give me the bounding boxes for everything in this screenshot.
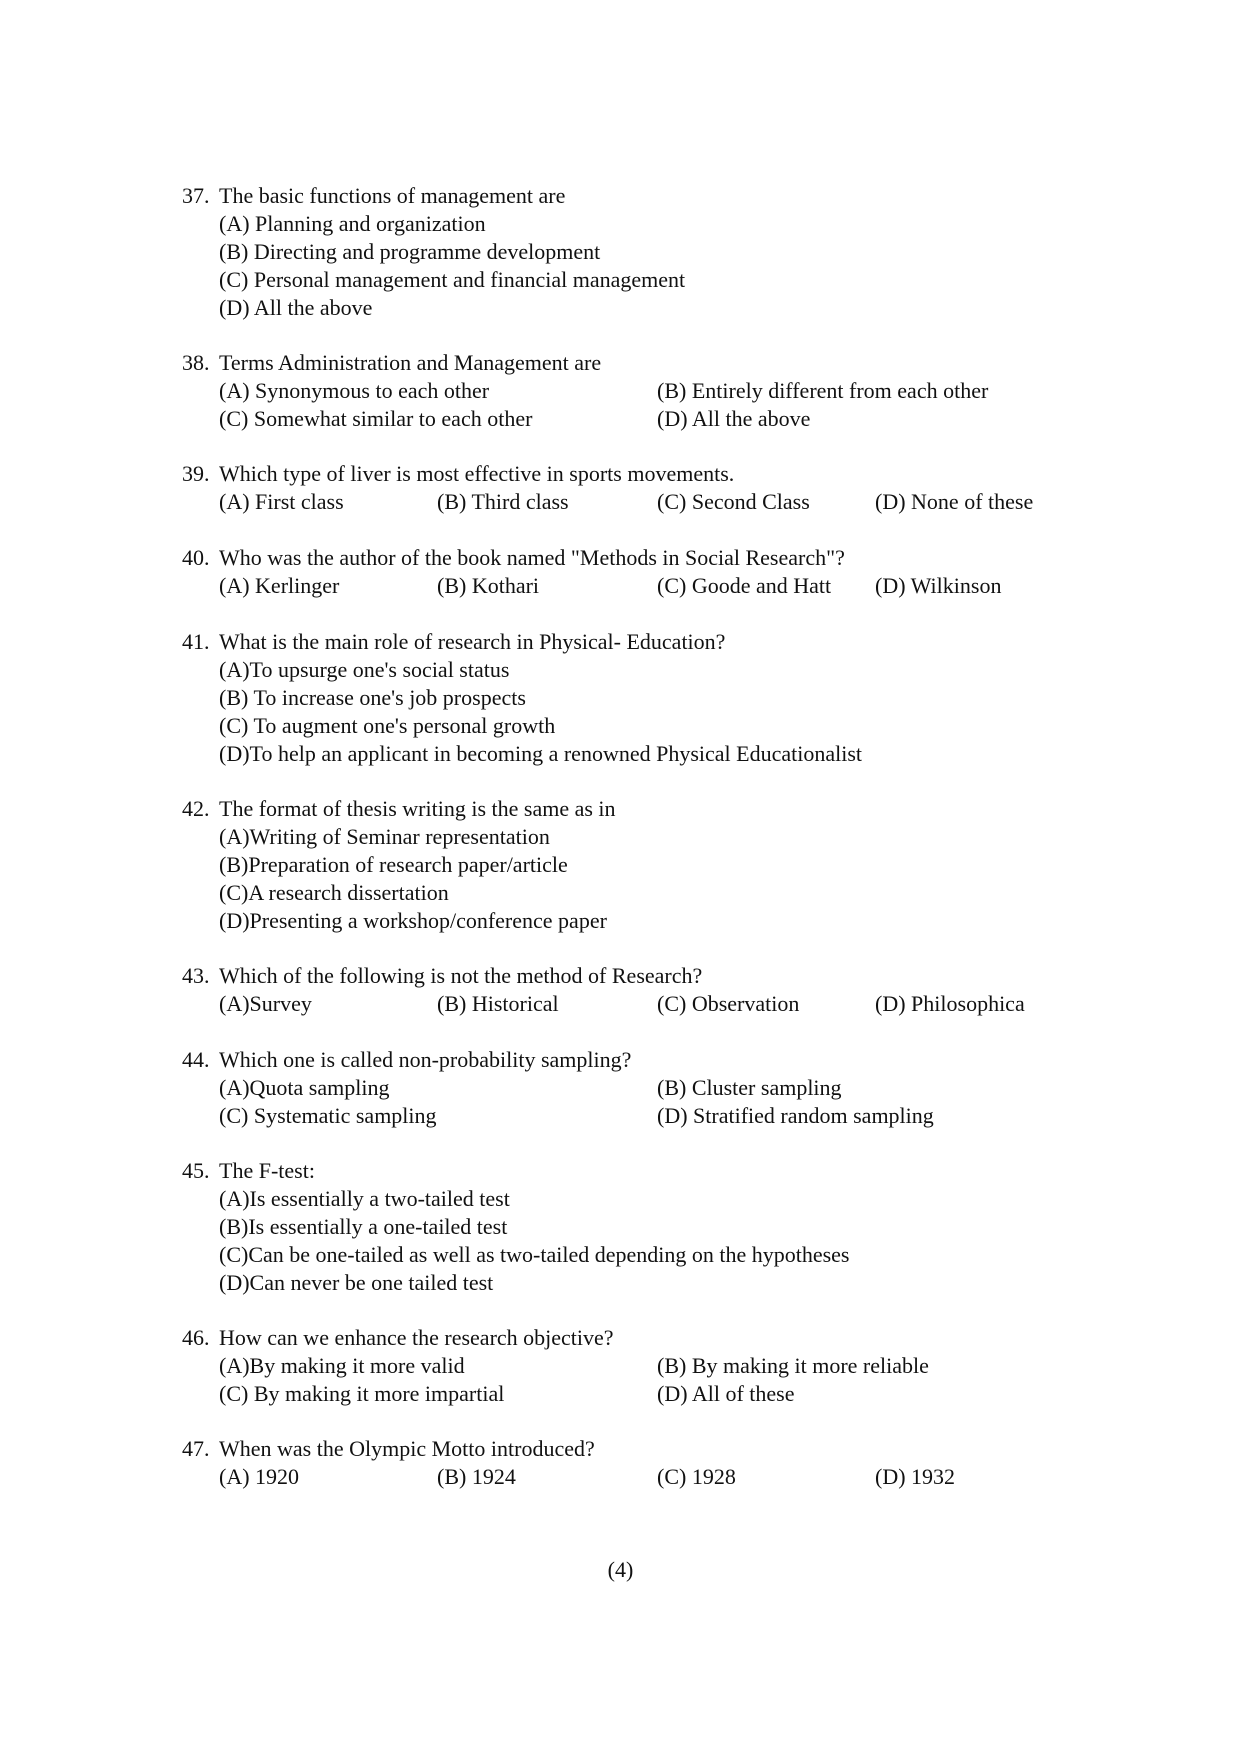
question-number: 47. — [182, 1436, 210, 1461]
option-d: (D) Stratified random sampling — [657, 1103, 934, 1128]
options-list — [219, 572, 1082, 600]
option-a: (A) Kerlinger — [219, 573, 340, 598]
options-list — [219, 377, 1082, 433]
option-d: (D) All the above — [219, 295, 373, 320]
option-b: (B) Kothari — [437, 573, 540, 598]
option-b: (B) Third class — [437, 489, 569, 514]
question-text: Which of the following is not the method of Research? — [219, 963, 703, 988]
option-c: (C)Can be one-tailed as well as two-tailed depending on the hypotheses — [219, 1242, 850, 1267]
question-number: 44. — [182, 1047, 210, 1072]
option-d: (D)Presenting a workshop/conference paper — [219, 908, 607, 933]
option-a: (A) 1920 — [219, 1464, 300, 1489]
option-c: (C) Somewhat similar to each other — [219, 406, 533, 431]
question-37 — [182, 182, 1082, 322]
question-number: 45. — [182, 1158, 210, 1183]
question-text: What is the main role of research in Physical- Education? — [219, 629, 726, 654]
option-b: (B)Preparation of research paper/article — [219, 852, 568, 877]
option-a: (A) First class — [219, 489, 344, 514]
question-stem — [182, 1435, 1082, 1463]
options-list — [219, 1074, 1082, 1130]
question-text: The F-test: — [219, 1158, 315, 1183]
options-list — [219, 1463, 1082, 1491]
option-a: (A)To upsurge one's social status — [219, 657, 510, 682]
option-c: (C) Goode and Hatt — [657, 573, 832, 598]
question-text: The basic functions of management are — [219, 183, 566, 208]
question-stem — [182, 460, 1082, 488]
question-stem — [182, 182, 1082, 210]
option-c: (C) To augment one's personal growth — [219, 713, 556, 738]
question-stem — [182, 349, 1082, 377]
question-46 — [182, 1324, 1082, 1408]
options-list — [219, 823, 1082, 935]
options-list — [219, 210, 1082, 322]
option-b: (B) Historical — [437, 991, 559, 1016]
option-c: (C) 1928 — [657, 1464, 736, 1489]
question-40 — [182, 544, 1082, 600]
question-45 — [182, 1157, 1082, 1297]
question-text: Who was the author of the book named "Methods in Social Research"? — [219, 545, 845, 570]
question-44 — [182, 1046, 1082, 1130]
option-d: (D)Can never be one tailed test — [219, 1270, 494, 1295]
option-a: (A)By making it more valid — [219, 1353, 465, 1378]
question-number: 41. — [182, 629, 210, 654]
option-d: (D) 1932 — [875, 1464, 956, 1489]
question-text: Which type of liver is most effective in sports movements. — [219, 461, 735, 486]
options-list — [219, 488, 1082, 516]
option-d: (D) All the above — [657, 406, 811, 431]
option-a: (A) Planning and organization — [219, 211, 486, 236]
question-42 — [182, 795, 1082, 935]
question-text: How can we enhance the research objective? — [219, 1325, 614, 1350]
question-number: 43. — [182, 963, 210, 988]
question-stem — [182, 544, 1082, 572]
question-text: When was the Olympic Motto introduced? — [219, 1436, 595, 1461]
option-c: (C)A research dissertation — [219, 880, 449, 905]
option-c: (C) By making it more impartial — [219, 1381, 505, 1406]
option-a: (A)Survey — [219, 991, 312, 1016]
options-list — [219, 1352, 1082, 1408]
question-number: 38. — [182, 350, 210, 375]
option-b: (B)Is essentially a one-tailed test — [219, 1214, 508, 1239]
question-47 — [182, 1435, 1082, 1491]
question-43 — [182, 962, 1082, 1018]
question-stem — [182, 795, 1082, 823]
option-d: (D) All of these — [657, 1381, 795, 1406]
question-number: 42. — [182, 796, 210, 821]
question-38 — [182, 349, 1082, 433]
question-stem — [182, 1046, 1082, 1074]
options-list — [219, 990, 1082, 1018]
question-number: 37. — [182, 183, 210, 208]
option-a: (A) Synonymous to each other — [219, 378, 490, 403]
question-text: The format of thesis writing is the same as in — [219, 796, 616, 821]
option-a: (A)Is essentially a two-tailed test — [219, 1186, 510, 1211]
option-c: (C) Observation — [657, 991, 800, 1016]
option-b: (B) By making it more reliable — [657, 1353, 929, 1378]
question-number: 39. — [182, 461, 210, 486]
option-c: (C) Personal management and financial management — [219, 267, 686, 292]
question-text: Which one is called non-probability sampling? — [219, 1047, 632, 1072]
option-a: (A)Writing of Seminar representation — [219, 824, 550, 849]
option-b: (B) 1924 — [437, 1464, 516, 1489]
options-list — [219, 1185, 1082, 1297]
option-d: (D) Philosophica — [875, 991, 1025, 1016]
question-stem — [182, 1157, 1082, 1185]
option-a: (A)Quota sampling — [219, 1075, 390, 1100]
question-text: Terms Administration and Management are — [219, 350, 602, 375]
question-39 — [182, 460, 1082, 516]
option-b: (B) Entirely different from each other — [657, 378, 989, 403]
page-number: (4) — [607, 1557, 634, 1582]
question-stem — [182, 628, 1082, 656]
option-d: (D)To help an applicant in becoming a renowned Physical Educationalist — [219, 741, 863, 766]
option-b: (B) Directing and programme development — [219, 239, 601, 264]
option-b: (B) To increase one's job prospects — [219, 685, 526, 710]
options-list — [219, 656, 1082, 768]
option-d: (D) Wilkinson — [875, 573, 1002, 598]
question-number: 46. — [182, 1325, 210, 1350]
question-number: 40. — [182, 545, 210, 570]
question-stem — [182, 962, 1082, 990]
question-41 — [182, 628, 1082, 768]
question-stem — [182, 1324, 1082, 1352]
option-d: (D) None of these — [875, 489, 1034, 514]
option-c: (C) Second Class — [657, 489, 810, 514]
option-c: (C) Systematic sampling — [219, 1103, 437, 1128]
option-b: (B) Cluster sampling — [657, 1075, 842, 1100]
